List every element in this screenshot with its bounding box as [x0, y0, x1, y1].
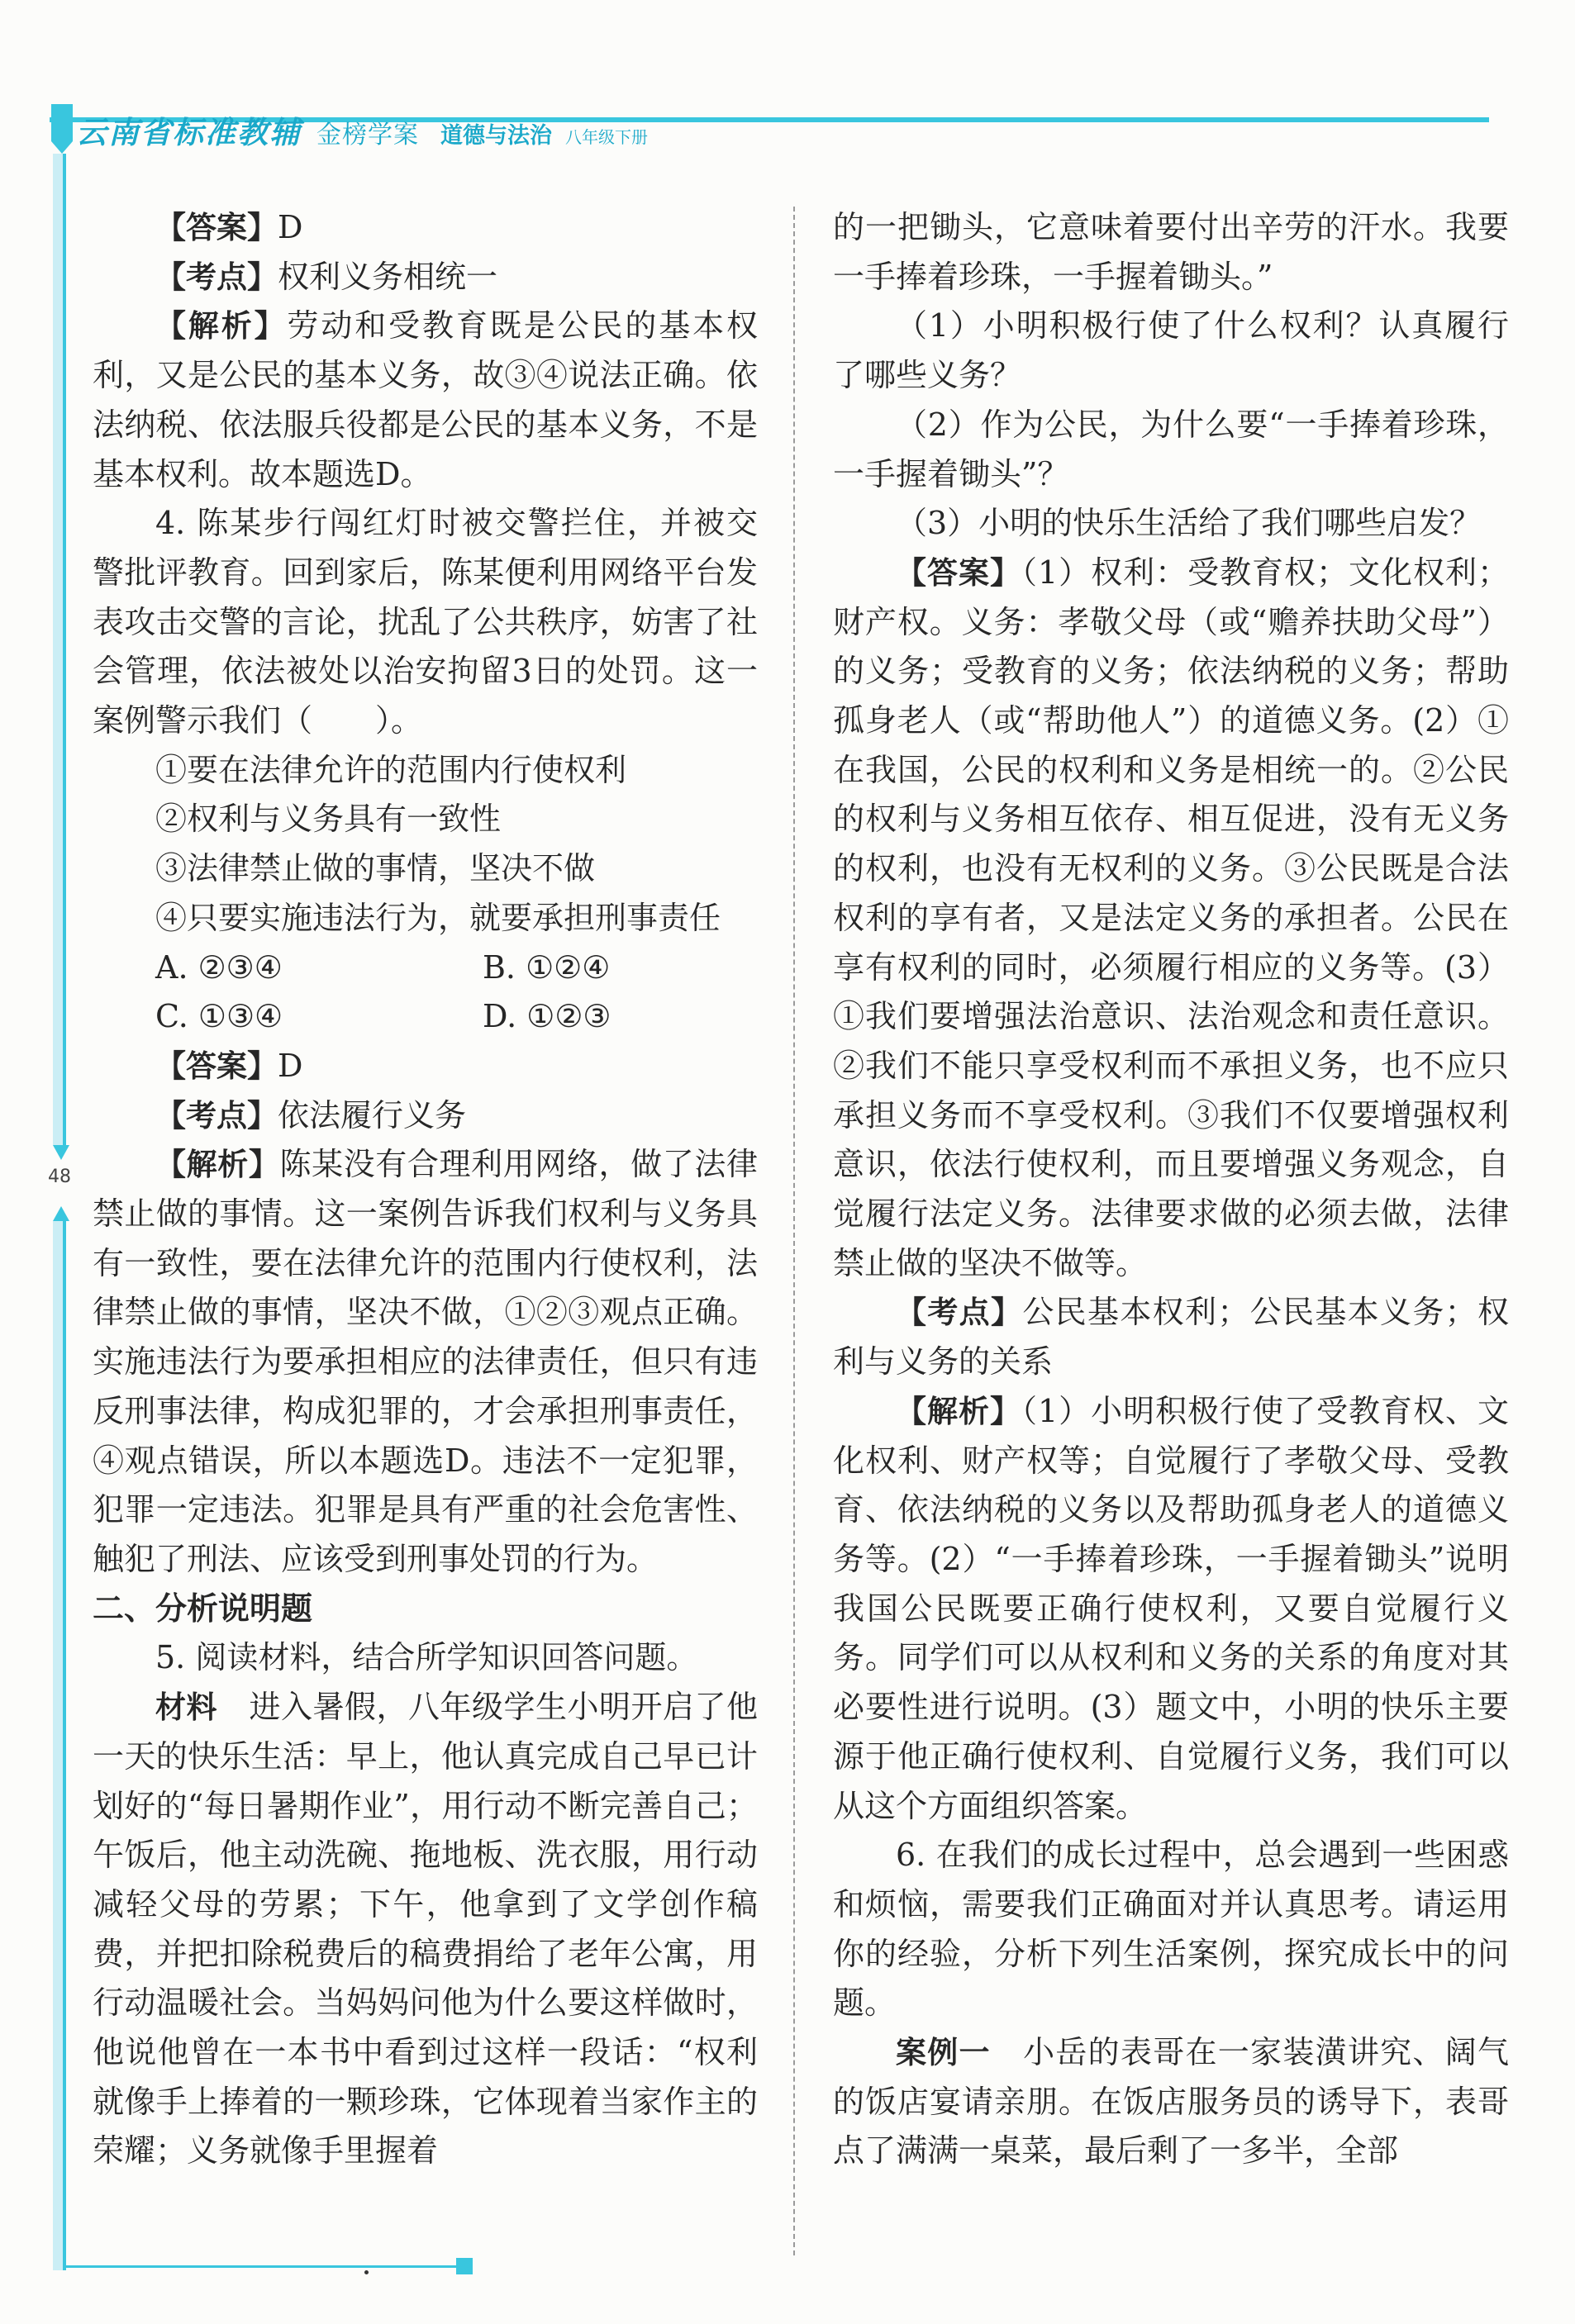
q4-explanation: 【解析】陈某没有合理利用网络，做了法律禁止做的事情。这一案例告诉我们权利与义务具有一致性，要在法律允许的范围内行使权利，法律禁止做的事情，坚决不做，①②③观点正确。实施违法行为要承担相应的法律责任，但只有违反刑事法律，构成犯罪的，才会承担刑事责任，④观点错误，所以本题选D。违法不一定犯罪，犯罪一定违法。犯罪是具有严重的社会危害性、触犯了刑法、应该受到刑事处罚的行为。	[93, 1146, 758, 1577]
margin-arrow-down	[53, 1145, 69, 1160]
header-brand: 云南省标准教辅	[76, 115, 302, 150]
q4-item-1: ①要在法律允许的范围内行使权利	[155, 751, 627, 788]
q5-sub-question-2: （2）作为公民，为什么要“一手捧着珍珠，一手握着锄头”？	[833, 406, 1509, 492]
margin-strip-bottom	[53, 1221, 63, 2270]
header-series: 金榜学案	[316, 121, 419, 150]
q4-options-row-2	[93, 992, 758, 1042]
q4-stem: 4. 陈某步行闯红灯时被交警拦住，并被交警批评教育。回到家后，陈某便利用网络平台发表攻击交警的言论，扰乱了公共秩序，妨害了社会管理，依法被处以治安拘留3日的处罚。这一案例警示我们（ ）。	[93, 505, 758, 739]
q4-item-3: ③法律禁止做的事情，坚决不做	[155, 850, 596, 887]
margin-strip-edge-top	[63, 154, 66, 1145]
section-title: 二、分析说明题	[93, 1590, 313, 1627]
q5-point: 【考点】公民基本权利；公民基本义务；权利与义务的关系	[833, 1294, 1509, 1381]
q4-options-row-1	[93, 943, 758, 993]
q6-case-1: 案例一 小岳的表哥在一家装潢讲究、阔气的饭店宴请亲朋。在饭店服务员的诱导下，表哥点了满满一桌菜，最后剩了一多半，全部	[833, 2034, 1509, 2170]
q4-option-c: C. ①③④	[155, 998, 283, 1035]
q5-answer: 【答案】（1）权利：受教育权；文化权利；财产权。义务：孝敬父母（或“赡养扶助父母”）的义务；受教育的义务；依法纳税的义务；帮助孤身老人（或“帮助他人”）的道德义务。(2）①在我国，公民的权利和义务是相统一的。②公民的权利与义务相互依存、相互促进，没有无义务的权利，也没有无权利的义务。③公民既是合法权利的享有者，又是法定义务的承担者。公民在享有权利的同时，必须履行相应的义务等。(3）①我们要增强法治意识、法治观念和责任意识。②我们不能只享受权利而不承担义务，也不应只承担义务而不享受权利。③我们不仅要增强权利意识，依法行使权利，而且要增强义务观念，自觉履行法定义务。法律要求做的必须去做，法律禁止做的坚决不做等。	[833, 554, 1509, 1281]
q4-item-4: ④只要实施违法行为，就要承担刑事责任	[155, 899, 721, 936]
q4-point: 【考点】依法履行义务	[155, 1096, 467, 1133]
q6-stem: 6. 在我们的成长过程中，总会遇到一些困惑和烦恼，需要我们正确面对并认真思考。请运用你的经验，分析下列生活案例，探究成长中的问题。	[833, 1837, 1509, 2022]
q3-explanation: 【解析】劳动和受教育既是公民的基本权利，又是公民的基本义务，故③④说法正确。依法纳税、依法服兵役都是公民的基本义务，不是基本权利。故本题选D。	[93, 307, 758, 492]
q4-answer: 【答案】D	[155, 1047, 303, 1084]
q3-point: 【考点】权利义务相统一	[155, 258, 498, 295]
header-tab-marker	[51, 104, 73, 154]
right-column	[833, 203, 1509, 2176]
footer-rule	[63, 2265, 464, 2268]
q5-sub-question-1: （1）小明积极行使了什么权利？认真履行了哪些义务？	[833, 307, 1509, 394]
footer-square	[456, 2258, 473, 2274]
column-divider	[793, 207, 795, 2255]
margin-strip-edge-bottom	[63, 1221, 66, 2270]
q4-option-d: D. ①②③	[483, 998, 611, 1035]
page-number: 48	[48, 1167, 71, 1187]
q5-material-continued: 的一把锄头，它意味着要付出辛劳的汗水。我要一手捧着珍珠，一手握着锄头。”	[833, 209, 1509, 295]
q4-option-a: A. ②③④	[155, 948, 283, 986]
q5-stem: 5. 阅读材料，结合所学知识回答问题。	[155, 1639, 698, 1676]
running-header	[76, 114, 648, 152]
q4-option-b: B. ①②④	[483, 948, 611, 986]
margin-strip-top	[53, 154, 63, 1145]
margin-arrow-up	[53, 1206, 69, 1221]
header-subject: 道德与法治	[440, 123, 552, 149]
footer-dot	[364, 2270, 369, 2274]
q5-explanation: 【解析】（1）小明积极行使了受教育权、文化权利、财产权等；自觉履行了孝敬父母、受教育、依法纳税的义务以及帮助孤身老人的道德义务等。(2）“一手捧着珍珠，一手握着锄头”说明我国公民既要正确行使权利，又要自觉履行义务。同学们可以从权利和义务的关系的角度对其必要性进行说明。(3）题文中，小明的快乐主要源于他正确行使权利、自觉履行义务，我们可以从这个方面组织答案。	[833, 1392, 1509, 1824]
q5-material: 材料 进入暑假，八年级学生小明开启了他一天的快乐生活：早上，他认真完成自己早已计划好的“每日暑期作业”，用行动不断完善自己；午饭后，他主动洗碗、拖地板、洗衣服，用行动减轻父母的劳累；下午，他拿到了文学创作稿费，并把扣除税费后的稿费捐给了老年公寓，用行动温暖社会。当妈妈问他为什么要这样做时，他说他曾在一本书中看到过这样一段话：“权利就像手上捧着的一颗珍珠，它体现着当家作主的荣耀；义务就像手里握着	[93, 1689, 758, 2170]
left-column	[93, 203, 758, 2176]
q5-sub-question-3: （3）小明的快乐生活给了我们哪些启发？	[896, 505, 1482, 542]
q3-answer: 【答案】D	[155, 209, 303, 245]
header-grade: 八年级下册	[565, 127, 648, 147]
q4-item-2: ②权利与义务具有一致性	[155, 801, 502, 838]
